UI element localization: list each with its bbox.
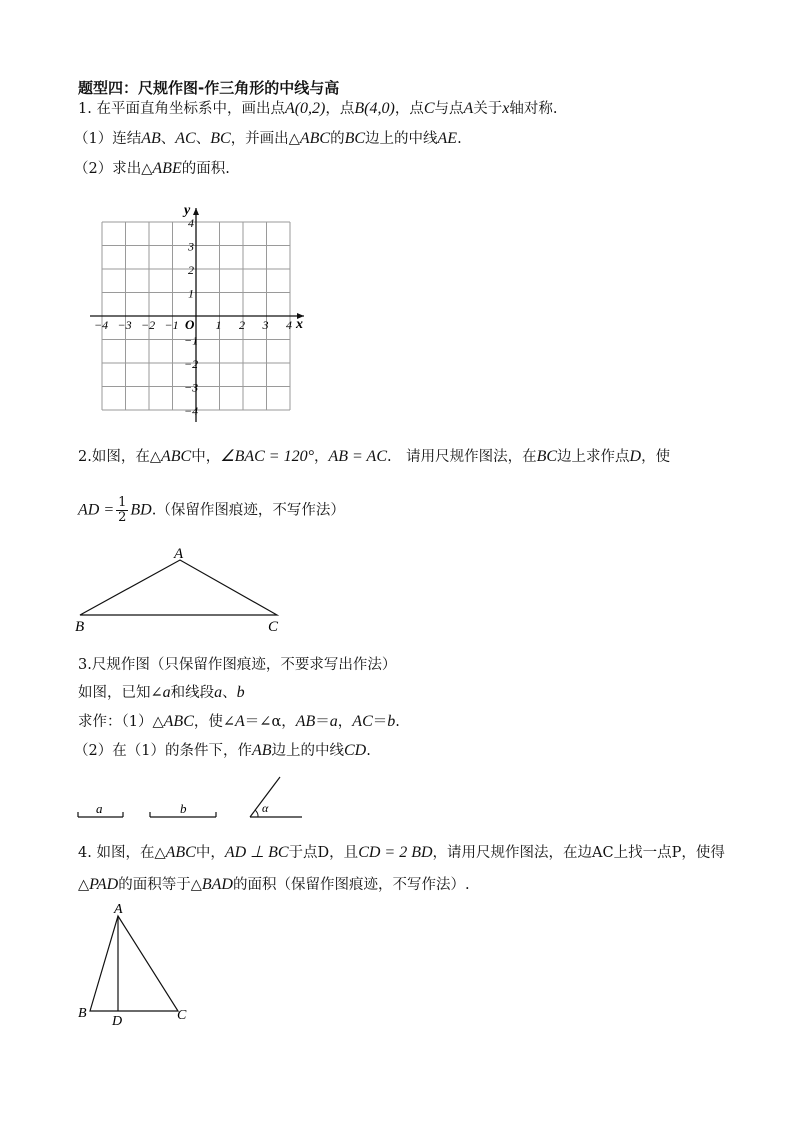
q1-suffix: 轴对称. [509, 101, 558, 117]
q4-pad: PAD [89, 876, 119, 893]
q4-line2-mid: 的面积等于△ [118, 877, 202, 893]
x-tick-label: −4 [94, 318, 109, 332]
y-tick-label: 4 [188, 216, 194, 230]
q4-label-b: B [78, 1006, 87, 1021]
q2-label-c: C [268, 619, 279, 635]
q3-ab2: AB [251, 742, 272, 759]
q2-prefix: 2.如图，在 [78, 449, 150, 465]
q3-line4-mid: 边上的中线 [271, 743, 344, 759]
q1-d1: 、 [160, 131, 176, 147]
q3-line3-mid2: ＝∠α， [244, 714, 296, 730]
q1-period: . [457, 131, 462, 147]
q1-point-b: B(4,0) [354, 100, 395, 117]
q2-frac-num: 1 [118, 495, 127, 510]
x-tick-label: 4 [286, 318, 292, 332]
q3-line3-mid: ，使∠ [193, 714, 236, 730]
q4-abc: ABC [165, 844, 196, 861]
q4-line1-mid2: 于点D，且 [288, 845, 359, 861]
x-tick-label: 2 [239, 318, 245, 332]
q3-a2: a [214, 684, 223, 701]
y-axis-label: y [184, 203, 191, 218]
q2-eq: AB = AC [328, 448, 387, 465]
q4-line2-prefix: △ [78, 877, 90, 893]
q2-tri: △ [149, 449, 161, 465]
q4-line1-end: ，请用尺规作图法，在边AC上找一点P，使得 [432, 845, 725, 861]
y-tick-label: −3 [184, 380, 199, 395]
q2-bd: BD [130, 501, 152, 519]
q3-seg-a-label: a [96, 801, 103, 816]
y-tick-label: −4 [184, 404, 199, 418]
q3-line3-end: . [395, 714, 400, 730]
q1-mid: 与点 [434, 101, 464, 117]
q2-label-b: B [75, 619, 85, 635]
q3-abc: ABC [163, 713, 194, 730]
q3-line4-prefix: （2）在（1）的条件下，作 [74, 743, 252, 759]
q3-line2-mid: 和线段 [170, 685, 215, 701]
q3-cd: CD [344, 742, 367, 759]
q1-ae: AE [437, 130, 458, 147]
q2-end: ，使 [641, 449, 671, 465]
q3-b2: b [387, 713, 396, 730]
q2-ad: AD = [78, 501, 115, 519]
x-tick-label: −1 [164, 318, 179, 332]
q3-line3-mid5: ＝ [372, 714, 388, 730]
q2-in: 中， [191, 449, 221, 465]
q4-line1-mid: 中， [195, 845, 225, 861]
q3-a1: a [162, 684, 171, 701]
q3-seg-b-label: b [180, 801, 187, 816]
q1-part1-prefix: （1）连结 [74, 131, 142, 147]
q1-point-a: A(0,2) [284, 100, 326, 117]
x-tick-label: −3 [117, 318, 132, 332]
q4-label-c: C [177, 1008, 187, 1023]
q1-bc: BC [210, 130, 231, 147]
q2-suffix2: 边上求作点 [557, 449, 630, 465]
q1-part2-prefix: （2）求出 [74, 161, 142, 177]
q2-label-a: A [174, 546, 184, 562]
y-tick-label: 3 [188, 239, 194, 254]
q1-c: C [423, 100, 435, 117]
q3-line2-mid2: 、 [222, 685, 237, 701]
q2-line2-suffix: .（保留作图痕迹，不写作法） [151, 502, 345, 519]
q1-intro-prefix: 1. 在平面直角坐标系中，画出点 [78, 101, 285, 117]
q1-sep1: ，点 [325, 101, 355, 117]
q3-line3-mid3: ＝ [315, 714, 330, 730]
q2-d: D [629, 448, 642, 465]
x-tick-label: 3 [262, 318, 269, 332]
x-axis-label: x [296, 317, 303, 332]
q4-line1-prefix: 4. 如图，在△ [78, 845, 166, 861]
q3-line3-prefix: 求作：（1）△ [78, 714, 164, 730]
y-tick-label: −2 [184, 357, 199, 371]
q1-abc: ABC [299, 130, 331, 147]
q4-triangle [90, 916, 178, 1011]
q4-bad: BAD [201, 876, 233, 893]
origin-label: O [185, 317, 195, 332]
q2-frac-den: 2 [118, 510, 127, 525]
y-tick-label: 2 [188, 263, 194, 277]
q1-ac: AC [175, 130, 196, 147]
q1-of: 的 [330, 131, 345, 147]
q1-tri: △ [288, 131, 300, 147]
x-tick-label: 1 [215, 318, 222, 332]
x-tick-label: −2 [141, 318, 156, 332]
q4-label-a: A [114, 902, 123, 917]
q2-angle: ∠BAC = 120° [220, 448, 314, 465]
q3-angle-label: α [262, 801, 269, 815]
q3-a: A [235, 713, 245, 730]
q1-d2: 、 [195, 131, 211, 147]
y-tick-label: 1 [188, 286, 194, 301]
q3-ab: AB [295, 713, 316, 730]
q1-part2-suffix: 的面积. [181, 161, 230, 177]
q1-ab: AB [141, 130, 161, 147]
q3-line4-end: . [366, 743, 371, 759]
y-tick-label: −1 [184, 333, 199, 348]
q3-line3-mid4: ， [337, 714, 353, 730]
q4-label-d: D [112, 1014, 123, 1029]
q1-abe: ABE [152, 160, 182, 177]
q3-line1: 3.尺规作图（只保留作图痕迹，不要求写出作法） [78, 657, 397, 673]
q2-comma: ， [313, 449, 329, 465]
q1-a: A [463, 100, 474, 117]
q1-x: x [502, 100, 510, 117]
q3-line2-prefix: 如图，已知∠ [78, 685, 163, 701]
q3-a3: a [329, 713, 338, 730]
q2-bc: BC [536, 448, 558, 465]
q1-part1-mid2: 边上的中线 [365, 131, 438, 147]
q1-part1-mid: ，并画出 [230, 131, 289, 147]
q3-b1: b [236, 684, 245, 701]
q1-sym: 关于 [473, 101, 503, 117]
q4-perp: AD ⊥ BC [224, 844, 289, 861]
section-title: 题型四：尺规作图-作三角形的中线与高 [78, 79, 340, 97]
q1-tri2: △ [141, 161, 153, 177]
q2-abc: ABC [161, 448, 192, 465]
q4-cd: CD = 2 BD [358, 844, 433, 861]
q3-ac: AC [352, 713, 373, 730]
q1-sep2: ，点 [394, 101, 424, 117]
q2-suffix: . 请用尺规作图法，在 [386, 449, 537, 465]
q4-line2-end: 的面积（保留作图痕迹，不写作法）. [232, 877, 470, 893]
q1-bc2: BC [344, 130, 366, 147]
